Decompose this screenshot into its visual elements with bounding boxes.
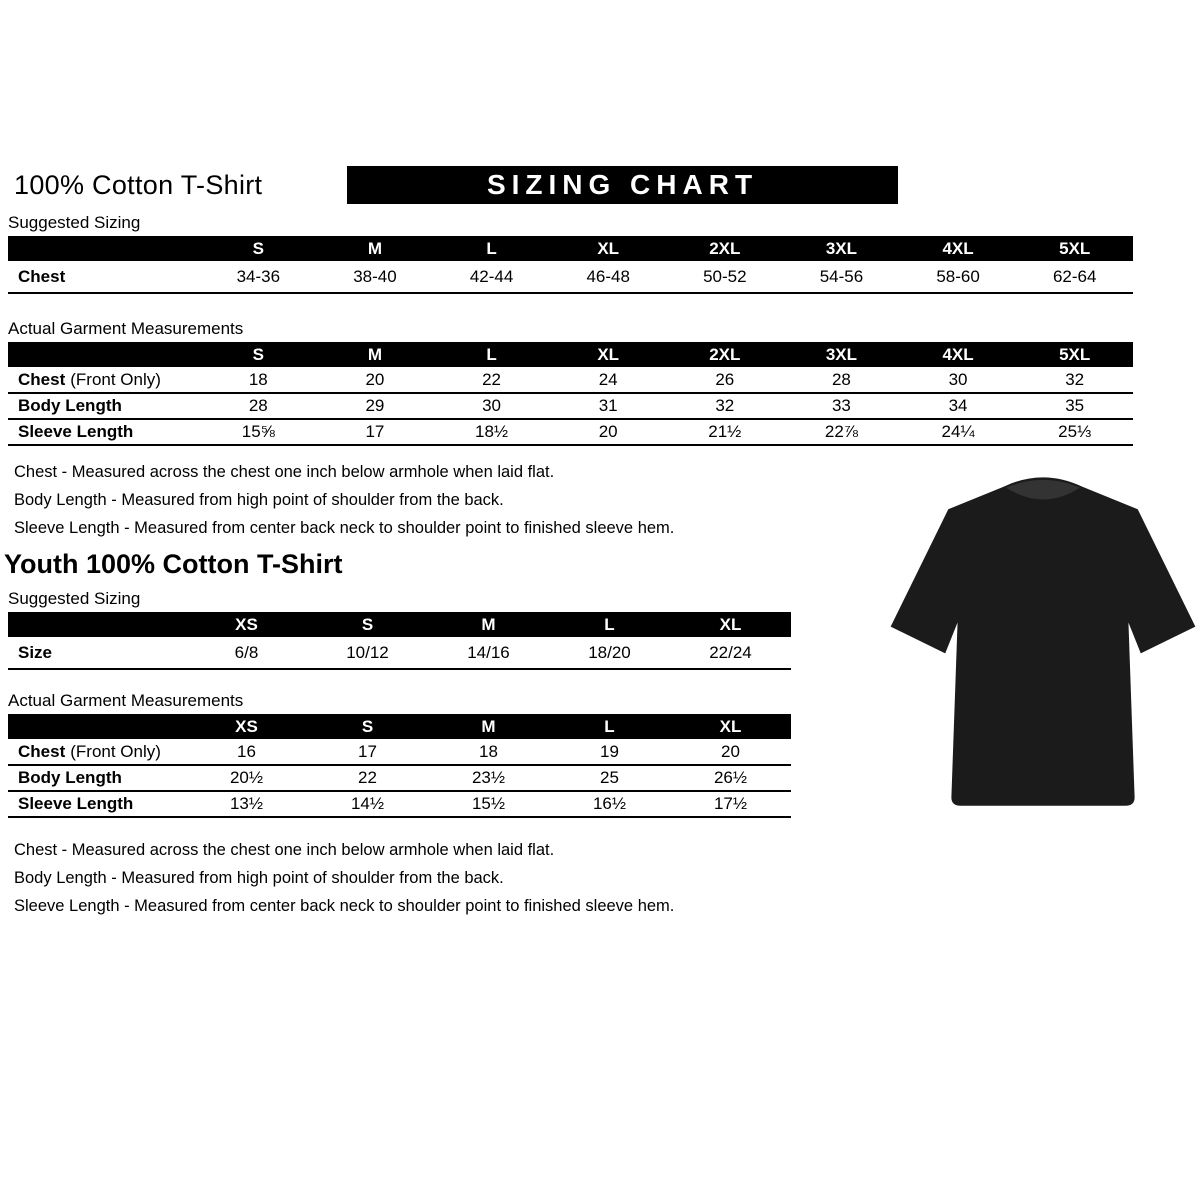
- size-header: L: [604, 614, 615, 634]
- size-cell: 21½: [708, 422, 742, 441]
- row-label: Chest: [18, 369, 66, 389]
- size-header: S: [252, 344, 264, 364]
- table-row: [8, 419, 1133, 445]
- size-cell: 15⅝: [241, 422, 275, 441]
- row-label-note: (Front Only): [70, 741, 161, 761]
- size-header: 2XL: [709, 238, 741, 258]
- table-row: [8, 739, 791, 765]
- size-header: L: [604, 716, 615, 736]
- size-cell: 34-36: [236, 266, 281, 286]
- header-blank-cell: [8, 342, 200, 367]
- size-header: XS: [235, 716, 258, 736]
- size-header: M: [481, 716, 496, 736]
- size-cell: 23½: [471, 768, 506, 787]
- size-cell: 20: [598, 422, 618, 441]
- size-header: XL: [597, 344, 620, 364]
- size-header: L: [486, 238, 497, 258]
- size-cell: 18: [479, 741, 498, 761]
- size-cell: 24: [598, 369, 618, 389]
- note-line: Chest - Measured across the chest one inch below armhole when laid flat.: [14, 463, 555, 481]
- size-cell: 29: [365, 396, 385, 415]
- youth-suggested-table: [8, 612, 791, 670]
- tshirt-image: [888, 466, 1198, 816]
- size-header-row: [8, 342, 1133, 367]
- table-row: [8, 393, 1133, 419]
- row-label-cell: [8, 419, 200, 445]
- size-header: M: [367, 344, 383, 364]
- size-header: M: [481, 614, 496, 634]
- size-cell: 14/16: [467, 642, 510, 662]
- size-cell: 22/24: [709, 642, 752, 662]
- adult-actual-table: [8, 342, 1133, 446]
- header-blank-cell: [8, 612, 186, 637]
- row-label-cell: [8, 367, 200, 393]
- size-cell: 13½: [229, 794, 264, 813]
- size-cell: 10/12: [346, 642, 389, 662]
- size-cell: 62-64: [1052, 266, 1097, 286]
- size-cell: 58-60: [936, 266, 980, 286]
- size-header-row: [8, 612, 791, 637]
- size-cell: 31: [598, 396, 618, 415]
- size-header: S: [361, 716, 374, 736]
- row-label: Sleeve Length: [18, 794, 134, 813]
- adult-title: 100% Cotton T-Shirt: [14, 170, 263, 200]
- size-cell: 15½: [471, 794, 506, 813]
- size-cell: 30: [482, 396, 502, 415]
- size-header: 4XL: [942, 344, 974, 364]
- size-cell: 42-44: [469, 266, 514, 286]
- youth-actual-table: [8, 714, 791, 818]
- size-cell: 17: [358, 741, 377, 761]
- row-label-cell: [8, 637, 186, 669]
- row-label: Body Length: [18, 768, 122, 787]
- youth-title: Youth 100% Cotton T-Shirt: [4, 549, 343, 579]
- adult-suggested-label: Suggested Sizing: [8, 213, 141, 232]
- size-header: M: [367, 238, 383, 258]
- header-row: [0, 0, 1200, 204]
- row-label: Size: [18, 642, 53, 662]
- header-blank-cell: [8, 236, 200, 261]
- size-cell: 20½: [229, 768, 264, 787]
- size-cell: 16: [237, 741, 256, 761]
- size-cell: 54-56: [819, 266, 864, 286]
- size-cell: 50-52: [703, 266, 747, 286]
- size-cell: 6/8: [234, 642, 259, 662]
- size-header: XL: [719, 614, 742, 634]
- row-label-cell: [8, 261, 200, 293]
- size-header: 5XL: [1059, 344, 1091, 364]
- size-cell: 18/20: [588, 642, 631, 662]
- table-row: [8, 765, 791, 791]
- size-cell: 34: [948, 396, 968, 415]
- size-header: S: [252, 238, 264, 258]
- size-cell: 17½: [713, 794, 748, 813]
- row-label-cell: [8, 765, 186, 791]
- row-label-cell: [8, 791, 186, 817]
- size-cell: 17: [365, 422, 385, 441]
- size-header: XS: [235, 614, 258, 634]
- size-cell: 26½: [713, 768, 748, 787]
- table-row: [8, 261, 1133, 293]
- size-cell: 38-40: [353, 266, 397, 286]
- size-header: 4XL: [942, 238, 974, 258]
- note-line: Body Length - Measured from high point of shoulder from the back.: [14, 491, 504, 509]
- size-header: 2XL: [709, 344, 741, 364]
- note-line: Body Length - Measured from high point of shoulder from the back.: [14, 869, 504, 887]
- size-header: 3XL: [825, 344, 858, 364]
- size-cell: 28: [248, 396, 268, 415]
- note-line: Chest - Measured across the chest one inch below armhole when laid flat.: [14, 841, 555, 859]
- size-cell: 25⅓: [1058, 422, 1092, 441]
- size-header: S: [361, 614, 374, 634]
- size-header: XL: [597, 238, 620, 258]
- row-label: Chest: [18, 741, 66, 761]
- size-cell: 35: [1065, 396, 1085, 415]
- youth-notes: [14, 836, 1200, 920]
- size-header: 5XL: [1059, 238, 1091, 258]
- youth-actual-label: Actual Garment Measurements: [8, 691, 244, 710]
- size-header-row: [8, 236, 1133, 261]
- size-cell: 18½: [475, 422, 509, 441]
- size-cell: 28: [831, 369, 851, 389]
- adult-actual-label: Actual Garment Measurements: [8, 319, 244, 338]
- header-blank-cell: [8, 714, 186, 739]
- size-cell: 20: [365, 369, 385, 389]
- youth-suggested-label: Suggested Sizing: [8, 589, 141, 608]
- size-cell: 19: [600, 741, 619, 761]
- size-cell: 14½: [350, 794, 385, 813]
- size-header: XL: [719, 716, 742, 736]
- sizing-chart-banner: SIZING CHART: [347, 166, 898, 204]
- size-cell: 20: [721, 741, 740, 761]
- table-row: [8, 791, 791, 817]
- size-cell: 30: [948, 369, 968, 389]
- size-header: 3XL: [825, 238, 858, 258]
- size-cell: 24¼: [941, 422, 975, 441]
- tshirt-body: [891, 477, 1196, 805]
- table-row: [8, 367, 1133, 393]
- size-cell: 22: [358, 768, 377, 787]
- adult-suggested-table: [8, 236, 1133, 294]
- size-cell: 26: [715, 369, 735, 389]
- table-row: [8, 637, 791, 669]
- row-label-cell: [8, 393, 200, 419]
- row-label: Sleeve Length: [18, 422, 134, 441]
- size-cell: 22: [482, 369, 502, 389]
- size-cell: 32: [715, 396, 735, 415]
- size-cell: 33: [831, 396, 851, 415]
- note-line: Sleeve Length - Measured from center back neck to shoulder point to finished sleeve hem.: [14, 897, 675, 915]
- tshirt-graphic: [888, 466, 1198, 816]
- size-cell: 25: [600, 768, 619, 787]
- size-header: L: [486, 344, 497, 364]
- size-cell: 16½: [592, 794, 627, 813]
- row-label: Body Length: [18, 396, 122, 415]
- size-header-row: [8, 714, 791, 739]
- row-label-note: (Front Only): [70, 369, 161, 389]
- row-label: Chest: [18, 266, 66, 286]
- size-cell: 22⅞: [824, 422, 858, 441]
- row-label-cell: [8, 739, 186, 765]
- size-cell: 46-48: [586, 266, 630, 286]
- note-line: Sleeve Length - Measured from center back neck to shoulder point to finished sleeve hem.: [14, 519, 675, 537]
- size-cell: 32: [1065, 369, 1085, 389]
- size-cell: 18: [248, 369, 268, 389]
